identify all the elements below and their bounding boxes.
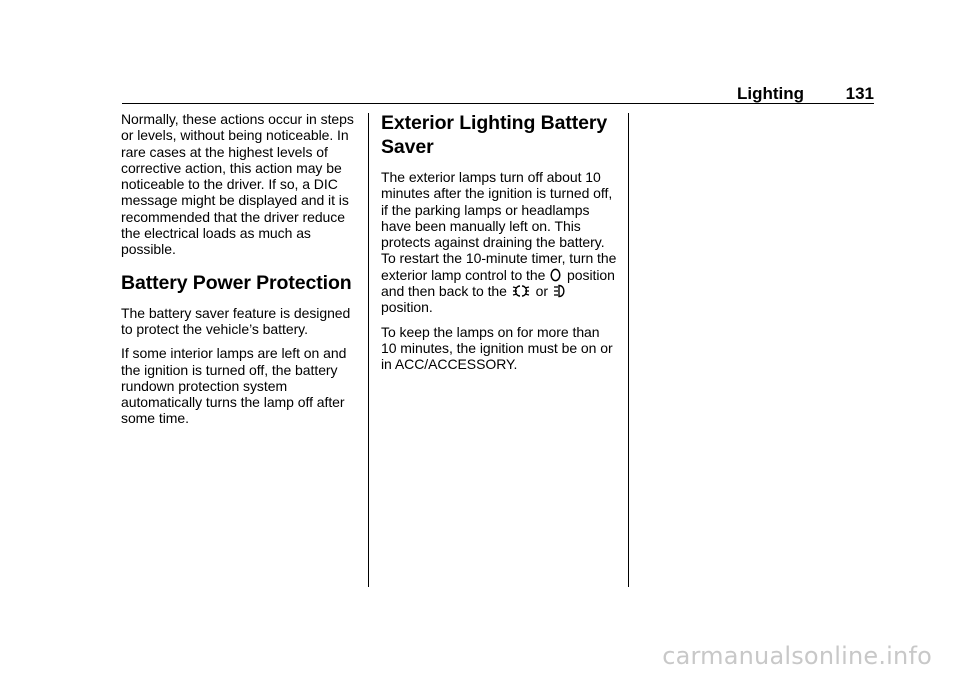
left-column [121, 111, 357, 435]
headlamps-icon [553, 284, 566, 298]
section-title: Lighting [736, 84, 804, 103]
parking-lamps-icon [512, 284, 530, 298]
exterior-lamps-paragraph [381, 169, 617, 316]
off-icon [550, 268, 561, 282]
middle-column [381, 111, 617, 381]
header-rule [122, 103, 874, 104]
exterior-lamps-text-mid: position and then back to the [381, 266, 615, 300]
exterior-lamps-text-end: position. [381, 299, 433, 316]
exterior-lighting-battery-saver-heading: Exterior Lighting Battery Saver [381, 112, 608, 158]
page-header [122, 84, 874, 104]
intro-paragraph: Normally, these actions occur in steps or levels, without being noticeable. In rare cases at the highest levels of corrective action, this action may be noticeable to the driver. If so, a DIC message might be displayed and it is recommended that the driver reduce the electrical loads as much as possible. [121, 111, 354, 258]
ignition-paragraph: To keep the lamps on for more than 10 minutes, the ignition must be on or in ACC/ACCESSORY. [381, 323, 613, 373]
battery-power-protection-heading: Battery Power Protection [121, 271, 352, 294]
battery-saver-paragraph: The battery saver feature is designed to protect the vehicle’s battery. [121, 304, 351, 337]
watermark: carmanualsonline.info [662, 642, 932, 670]
rundown-protection-paragraph: If some interior lamps are left on and the ignition is turned off, the battery rundown protection system automatically turns the lamp off after some time. [121, 345, 347, 427]
page-number: 131 [845, 84, 874, 103]
column-divider-2 [628, 113, 629, 587]
exterior-lamps-text: The exterior lamps turn off about 10 minutes after the ignition is turned off, if the parking lamps or headlamps have been manually left on. This protects against draining the battery. To restart the 10-minute timer, turn the exterior lamp control to the [381, 169, 617, 283]
exterior-lamps-text-or: or [535, 283, 548, 300]
column-divider [368, 113, 369, 587]
